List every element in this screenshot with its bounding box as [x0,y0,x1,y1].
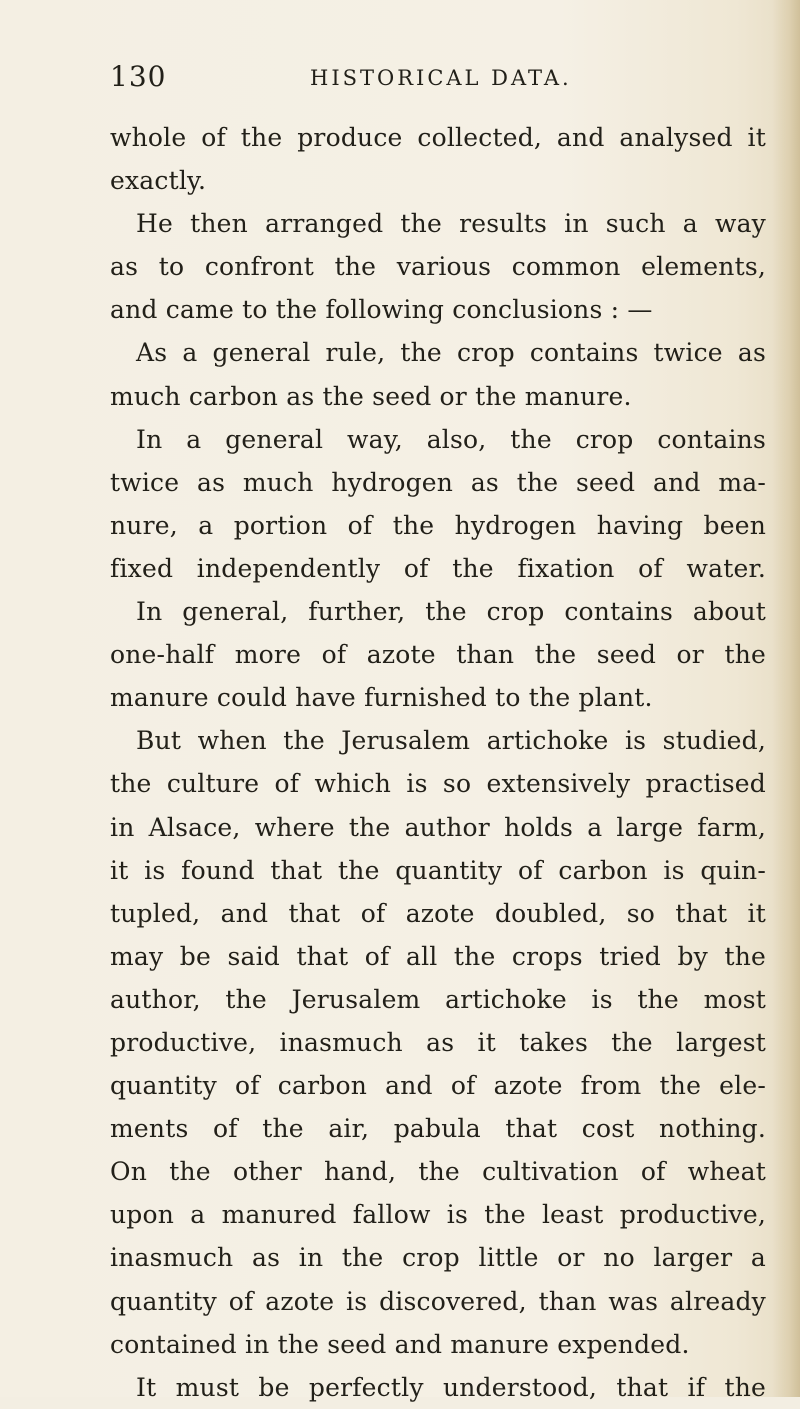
text-line: may be said that of all the crops tried by the [110,941,766,971]
text-line: On the other hand, the cultivation of wheat [110,1157,766,1187]
page-edge-shadow [772,0,800,1397]
text-line: much carbon as the seed or the manure. [110,381,632,411]
text-line: But when the Jerusalem artichoke is studied, [136,726,766,756]
text-line: the culture of which is so extensively practised [110,769,766,799]
text-line: In general, further, the crop contains about [136,597,766,627]
text-line: It must be perfectly understood, that if the [136,1372,766,1402]
text-line: inasmuch as in the crop little or no larger a [110,1243,766,1273]
text-line: productive, inasmuch as it takes the largest [110,1027,766,1057]
page-number: 130 [110,60,167,93]
text-line: quantity of carbon and of azote from the ele- [110,1071,766,1101]
text-line: manure could have furnished to the plant. [110,683,653,713]
page-header [110,60,750,100]
text-line: fixed independently of the fixation of water. [110,553,766,583]
text-line: upon a manured fallow is the least productive, [110,1200,766,1230]
text-line: quantity of azote is discovered, than was already [110,1286,766,1316]
running-head: HISTORICAL DATA. [310,66,572,90]
text-line: nure, a portion of the hydrogen having been [110,510,766,540]
text-line: ments of the air, pabula that cost nothing. [110,1114,766,1144]
text-line: As a general rule, the crop contains twice as [136,338,766,368]
text-line: He then arranged the results in such a way [136,209,766,239]
text-line: and came to the following conclusions : — [110,295,653,325]
text-line: tupled, and that of azote doubled, so that it [110,898,766,928]
text-line: in Alsace, where the author holds a large farm, [110,812,766,842]
text-line: as to confront the various common elements, [110,252,766,282]
body-text [110,116,766,1409]
text-line: it is found that the quantity of carbon is quin- [110,855,766,885]
text-line: twice as much hydrogen as the seed and ma- [110,467,766,497]
text-line: exactly. [110,166,207,196]
text-line: contained in the seed and manure expended. [110,1329,690,1359]
text-line: whole of the produce collected, and analysed it [110,123,766,152]
text-line: In a general way, also, the crop contains [136,424,766,454]
text-line: author, the Jerusalem artichoke is the most [110,984,766,1014]
text-line: one-half more of azote than the seed or the [110,640,766,670]
